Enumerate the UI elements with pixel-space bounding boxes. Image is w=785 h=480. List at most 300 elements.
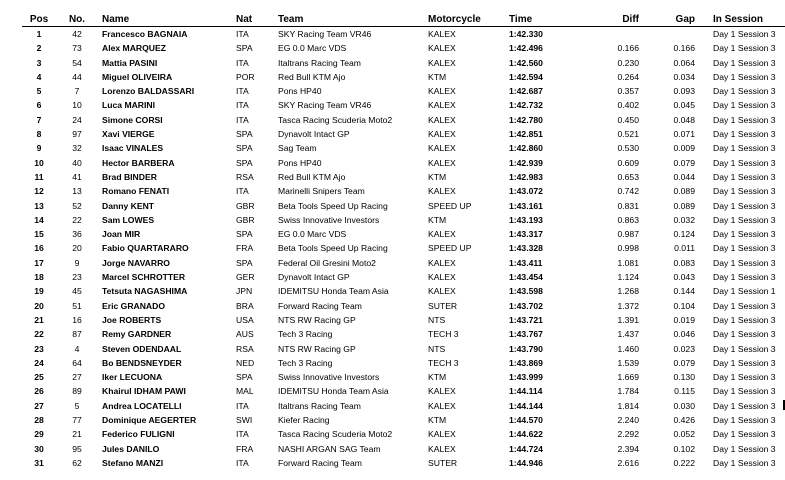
cell-name: Jorge NAVARRO — [102, 257, 170, 268]
cell-gap: 0.030 — [673, 400, 695, 411]
cell-no: 64 — [72, 357, 82, 368]
table-row — [22, 370, 785, 384]
cell-gap — [639, 27, 695, 42]
table-row — [22, 299, 785, 313]
cell-name: Francesco BAGNAIA — [102, 29, 188, 39]
table-row — [22, 98, 785, 112]
cell-time: 1:42.939 — [509, 157, 543, 168]
cell-session: Day 1 Session 3 — [713, 86, 776, 97]
cell-session: Day 1 Session 3 — [713, 457, 776, 468]
cell-team: Kiefer Racing — [278, 415, 330, 426]
cell-time: 1:43.702 — [509, 300, 543, 311]
cell-diff: 1.784 — [617, 386, 639, 397]
cell-pos: 19 — [34, 286, 44, 297]
table-row — [22, 113, 785, 127]
cell-team: Pons HP40 — [278, 157, 322, 168]
cell-no: 54 — [72, 57, 82, 68]
cell-team: NTS RW Racing GP — [278, 314, 356, 325]
cell-session: Day 1 Session 3 — [713, 214, 776, 225]
header-nat: Nat — [236, 9, 278, 27]
cell-diff: 1.814 — [617, 400, 639, 411]
cell-nat: FRA — [236, 243, 254, 254]
table-row — [22, 127, 785, 141]
cell-no: 36 — [72, 229, 82, 240]
cell-team: Italtrans Racing Team — [278, 400, 361, 411]
cell-nat: SPA — [236, 143, 253, 154]
cell-time: 1:43.454 — [509, 272, 543, 283]
cell-pos: 6 — [36, 100, 42, 111]
cell-nat: ITA — [236, 86, 249, 97]
header-no: No. — [56, 9, 98, 27]
table-row — [22, 227, 785, 241]
header-time: Time — [503, 9, 581, 27]
cell-moto: KALEX — [428, 29, 456, 39]
cell-moto: SUTER — [428, 300, 458, 311]
cell-nat: SPA — [236, 129, 253, 140]
cell-diff: 0.357 — [617, 86, 639, 97]
cell-team: IDEMITSU Honda Team Asia — [278, 286, 389, 297]
cell-time: 1:44.724 — [509, 443, 543, 454]
cell-name: Brad BINDER — [102, 171, 157, 182]
cell-moto: KTM — [428, 415, 447, 426]
cell-name: Steven ODENDAAL — [102, 343, 182, 354]
cell-no: 52 — [72, 200, 82, 211]
cell-name: Federico FULIGNI — [102, 429, 175, 440]
cell-no: 42 — [72, 29, 82, 39]
cell-session: Day 1 Session 3 — [713, 171, 776, 182]
table-row — [22, 27, 785, 42]
table-row — [22, 199, 785, 213]
cell-moto: NTS — [428, 343, 446, 354]
cell-no: 87 — [72, 329, 82, 340]
cell-gap: 0.089 — [673, 200, 695, 211]
cell-session: Day 1 Session 3 — [713, 386, 776, 397]
cell-moto: KALEX — [428, 114, 456, 125]
cell-team: Italtrans Racing Team — [278, 57, 361, 68]
cell-name: Stefano MANZI — [102, 457, 164, 468]
cell-pos: 15 — [34, 229, 44, 240]
cell-nat: NED — [236, 357, 255, 368]
cell-nat: FRA — [236, 443, 254, 454]
cell-moto: TECH 3 — [428, 357, 459, 368]
cell-moto: KALEX — [428, 272, 456, 283]
cell-pos: 13 — [34, 200, 44, 211]
cell-no: 5 — [74, 400, 80, 411]
cell-moto: KALEX — [428, 157, 456, 168]
cell-diff: 1.391 — [617, 314, 639, 325]
cell-name: Simone CORSI — [102, 114, 163, 125]
cell-name: Alex MARQUEZ — [102, 43, 166, 54]
results-body — [22, 27, 785, 471]
cell-no: 95 — [72, 443, 82, 454]
cell-gap: 0.011 — [674, 243, 695, 254]
cell-moto: NTS — [428, 314, 446, 325]
cell-session: Day 1 Session 3 — [713, 243, 776, 254]
cell-pos: 3 — [36, 57, 42, 68]
cell-time: 1:43.072 — [509, 186, 543, 197]
cell-pos: 12 — [34, 186, 44, 197]
cell-nat: MAL — [236, 386, 254, 397]
cell-pos: 1 — [36, 29, 42, 39]
cell-session: Day 1 Session 3 — [713, 29, 776, 39]
cell-nat: SPA — [236, 229, 253, 240]
cell-nat: ITA — [236, 29, 249, 39]
cell-pos: 22 — [34, 329, 44, 340]
cell-session: Day 1 Session 3 — [713, 229, 776, 240]
cell-gap: 0.044 — [673, 171, 695, 182]
cell-time: 1:42.851 — [509, 129, 543, 140]
cell-name: Mattia PASINI — [102, 57, 158, 68]
cell-gap: 0.071 — [673, 129, 695, 140]
cell-name: Andrea LOCATELLI — [102, 400, 182, 411]
cell-gap: 0.115 — [674, 386, 695, 397]
cell-team: Sag Team — [278, 143, 317, 154]
cell-nat: ITA — [236, 57, 249, 68]
cell-team: Marinelli Snipers Team — [278, 186, 365, 197]
cell-no: 40 — [72, 157, 82, 168]
cell-session: Day 1 Session 3 — [713, 343, 776, 354]
cell-nat: ITA — [236, 457, 249, 468]
table-row — [22, 456, 785, 470]
cell-moto: KTM — [428, 171, 447, 182]
header-row — [22, 9, 785, 27]
cell-gap: 0.079 — [673, 157, 695, 168]
cell-no: 24 — [72, 114, 82, 125]
cell-team: EG 0.0 Marc VDS — [278, 229, 347, 240]
cell-team: Beta Tools Speed Up Racing — [278, 200, 388, 211]
cell-team: Dynavolt Intact GP — [278, 129, 350, 140]
cell-time: 1:43.869 — [509, 357, 543, 368]
cell-no: 44 — [72, 71, 82, 82]
cell-gap: 0.093 — [673, 86, 695, 97]
cell-gap: 0.009 — [673, 143, 695, 154]
table-row — [22, 284, 785, 298]
table-row — [22, 427, 785, 441]
table-row — [22, 313, 785, 327]
cell-gap: 0.089 — [673, 186, 695, 197]
cell-nat: SPA — [236, 43, 253, 54]
cell-pos: 29 — [34, 429, 44, 440]
cell-name: Danny KENT — [102, 200, 155, 211]
cell-no: 10 — [72, 100, 82, 111]
table-row — [22, 356, 785, 370]
cell-nat: SWI — [236, 415, 253, 426]
cell-diff: 2.240 — [617, 415, 639, 426]
cell-no: 16 — [72, 314, 82, 325]
table-row — [22, 84, 785, 98]
cell-moto: KALEX — [428, 143, 456, 154]
cell-gap: 0.102 — [673, 443, 695, 454]
cell-name: Luca MARINI — [102, 100, 155, 111]
cell-pos: 17 — [34, 257, 44, 268]
cell-team: Swiss Innovative Investors — [278, 214, 380, 225]
cell-diff — [581, 27, 639, 42]
cell-time: 1:44.144 — [509, 400, 543, 411]
cell-moto: KALEX — [428, 286, 456, 297]
cell-moto: KALEX — [428, 100, 456, 111]
cell-moto: KTM — [428, 372, 447, 383]
cell-diff: 0.402 — [617, 100, 639, 111]
cell-diff: 0.609 — [617, 157, 639, 168]
cell-time: 1:42.983 — [509, 171, 543, 182]
cell-gap: 0.222 — [673, 457, 695, 468]
cell-team: EG 0.0 Marc VDS — [278, 43, 347, 54]
cell-session: Day 1 Session 3 — [713, 357, 776, 368]
cell-moto: TECH 3 — [428, 329, 459, 340]
cell-nat: ITA — [236, 400, 249, 411]
cell-name: Sam LOWES — [102, 214, 155, 225]
cell-no: 7 — [74, 86, 80, 97]
cell-team: Dynavolt Intact GP — [278, 272, 350, 283]
cell-name: Dominique AEGERTER — [102, 415, 197, 426]
table-row — [22, 170, 785, 184]
cell-time: 1:43.790 — [509, 343, 543, 354]
cell-time: 1:43.411 — [509, 257, 543, 268]
table-row — [22, 327, 785, 341]
cell-gap: 0.166 — [673, 43, 695, 54]
cell-diff: 2.292 — [617, 429, 639, 440]
cell-time: 1:43.328 — [509, 243, 543, 254]
cell-nat: ITA — [236, 186, 249, 197]
cell-time: 1:44.622 — [509, 429, 543, 440]
cell-session: Day 1 Session 3 — [713, 200, 776, 211]
cell-nat: SPA — [236, 372, 253, 383]
cell-session: Day 1 Session 3 — [713, 157, 776, 168]
cell-diff: 1.437 — [617, 329, 639, 340]
cell-time: 1:43.721 — [509, 314, 543, 325]
cell-gap: 0.104 — [673, 300, 695, 311]
cell-moto: SUTER — [428, 457, 458, 468]
cell-pos: 2 — [36, 43, 42, 54]
cell-name: Iker LECUONA — [102, 372, 163, 383]
cell-pos: 26 — [34, 386, 44, 397]
cell-no: 9 — [74, 257, 80, 268]
cell-team: NTS RW Racing GP — [278, 343, 356, 354]
cell-no: 20 — [72, 243, 82, 254]
cell-team: Tasca Racing Scuderia Moto2 — [278, 114, 393, 125]
cell-pos: 9 — [36, 143, 42, 154]
cell-name: Joe ROBERTS — [102, 314, 162, 325]
cell-name: Joan MIR — [102, 229, 141, 240]
cell-pos: 4 — [36, 71, 42, 82]
cell-time: 1:42.594 — [509, 71, 543, 82]
cell-nat: SPA — [236, 157, 253, 168]
cell-no: 97 — [72, 129, 82, 140]
cell-moto: KTM — [428, 71, 447, 82]
cell-nat: RSA — [236, 343, 254, 354]
cell-session: Day 1 Session 3 — [713, 57, 776, 68]
cell-session: Day 1 Session 3 — [713, 300, 776, 311]
cell-no: 41 — [72, 171, 82, 182]
cell-time: 1:42.496 — [509, 43, 543, 54]
table-row — [22, 342, 785, 356]
cell-diff: 1.539 — [617, 357, 639, 368]
cell-name: Bo BENDSNEYDER — [102, 357, 182, 368]
cell-name: Khairul IDHAM PAWI — [102, 386, 186, 397]
cell-team: Forward Racing Team — [278, 457, 362, 468]
cell-team: Beta Tools Speed Up Racing — [278, 243, 388, 254]
cell-pos: 28 — [34, 415, 44, 426]
cell-session: Day 1 Session 3 — [713, 429, 776, 440]
cell-session: Day 1 Session 3 — [713, 186, 776, 197]
cell-nat: AUS — [236, 329, 254, 340]
table-row — [22, 41, 785, 55]
cell-time: 1:44.946 — [509, 457, 543, 468]
cell-session: Day 1 Session 3 — [713, 400, 776, 411]
cell-pos: 10 — [34, 157, 44, 168]
header-gap: Gap — [639, 9, 695, 27]
cell-moto: KALEX — [428, 443, 456, 454]
cell-session: Day 1 Session 3 — [713, 143, 776, 154]
cell-diff: 0.742 — [617, 186, 639, 197]
cell-gap: 0.043 — [673, 272, 695, 283]
cell-pos: 21 — [34, 314, 44, 325]
cell-nat: ITA — [236, 429, 249, 440]
cell-session: Day 1 Session 3 — [713, 314, 776, 325]
cell-nat: GBR — [236, 200, 255, 211]
cell-moto: KALEX — [428, 400, 456, 411]
cell-moto: KTM — [428, 214, 447, 225]
cell-nat: ITA — [236, 100, 249, 111]
cell-name: Remy GARDNER — [102, 329, 172, 340]
cell-name: Jules DANILO — [102, 443, 160, 454]
cell-gap: 0.046 — [673, 329, 695, 340]
cell-pos: 5 — [36, 86, 42, 97]
cell-diff: 0.521 — [617, 129, 639, 140]
cell-session: Day 1 Session 3 — [713, 71, 776, 82]
cell-diff: 0.831 — [617, 200, 639, 211]
cell-time: 1:44.114 — [509, 386, 543, 397]
cell-no: 23 — [72, 272, 82, 283]
cell-moto: KALEX — [428, 129, 456, 140]
cell-gap: 0.083 — [673, 257, 695, 268]
cell-diff: 1.460 — [617, 343, 639, 354]
cell-gap: 0.130 — [673, 372, 695, 383]
cell-name: Isaac VINALES — [102, 143, 164, 154]
cell-gap: 0.124 — [673, 229, 695, 240]
cell-nat: SPA — [236, 257, 253, 268]
header-name: Name — [98, 9, 236, 27]
cell-no: 27 — [72, 372, 82, 383]
table-row — [22, 184, 785, 198]
table-row — [22, 156, 785, 170]
cell-diff: 0.450 — [617, 114, 639, 125]
cell-diff: 0.863 — [617, 214, 639, 225]
cell-team: Tech 3 Racing — [278, 329, 333, 340]
cell-moto: KALEX — [428, 86, 456, 97]
cell-diff: 1.669 — [617, 372, 639, 383]
cell-gap: 0.023 — [673, 343, 695, 354]
cell-no: 32 — [72, 143, 82, 154]
cell-time: 1:43.317 — [509, 229, 543, 240]
cell-no: 89 — [72, 386, 82, 397]
header-motorcycle: Motorcycle — [428, 9, 503, 27]
cell-time: 1:42.860 — [509, 143, 543, 154]
cell-moto: SPEED UP — [428, 243, 472, 254]
cell-team: Forward Racing Team — [278, 300, 362, 311]
cell-name: Romano FENATI — [102, 186, 170, 197]
cell-diff: 0.230 — [617, 57, 639, 68]
cell-name: Marcel SCHROTTER — [102, 272, 186, 283]
table-row — [22, 270, 785, 284]
cell-gap: 0.019 — [673, 314, 695, 325]
cell-name: Fabio QUARTARARO — [102, 243, 189, 254]
cell-pos: 8 — [36, 129, 42, 140]
cell-time: 1:43.767 — [509, 329, 543, 340]
cell-gap: 0.034 — [673, 71, 695, 82]
cell-session: Day 1 Session 3 — [713, 129, 776, 140]
cell-session: Day 1 Session 3 — [713, 443, 776, 454]
cell-gap: 0.079 — [673, 357, 695, 368]
cell-time: 1:42.560 — [509, 57, 543, 68]
cell-diff: 0.998 — [617, 243, 639, 254]
cell-session: Day 1 Session 3 — [713, 272, 776, 283]
cell-session: Day 1 Session 3 — [713, 114, 776, 125]
header-pos: Pos — [22, 9, 56, 27]
cell-team: Tasca Racing Scuderia Moto2 — [278, 429, 393, 440]
cell-session: Day 1 Session 3 — [713, 257, 776, 268]
table-row — [22, 442, 785, 456]
cell-pos: 23 — [34, 343, 44, 354]
cell-no: 13 — [72, 186, 82, 197]
cell-pos: 18 — [34, 272, 44, 283]
cell-name: Miguel OLIVEIRA — [102, 71, 173, 82]
cell-time: 1:42.780 — [509, 114, 543, 125]
cell-session: Day 1 Session 3 — [713, 100, 776, 111]
cell-team: Swiss Innovative Investors — [278, 372, 380, 383]
cell-no: 22 — [72, 214, 82, 225]
cell-team: Pons HP40 — [278, 86, 322, 97]
table-row — [22, 70, 785, 84]
cell-time: 1:42.732 — [509, 100, 543, 111]
cell-time: 1:42.687 — [509, 86, 543, 97]
cell-time: 1:42.330 — [509, 29, 543, 39]
cell-time: 1:43.161 — [509, 200, 543, 211]
cell-moto: KALEX — [428, 57, 456, 68]
results-table — [22, 9, 785, 470]
cell-gap: 0.064 — [673, 57, 695, 68]
cell-name: Lorenzo BALDASSARI — [102, 86, 195, 97]
cell-nat: POR — [236, 71, 255, 82]
cell-pos: 14 — [34, 214, 44, 225]
cell-team: Red Bull KTM Ajo — [278, 71, 346, 82]
cell-no: 73 — [72, 43, 82, 54]
cell-diff: 0.166 — [617, 43, 639, 54]
cell-team: Tech 3 Racing — [278, 357, 333, 368]
cell-pos: 30 — [34, 443, 44, 454]
cell-moto: KALEX — [428, 429, 456, 440]
cell-time: 1:44.570 — [509, 415, 543, 426]
cell-no: 4 — [74, 343, 80, 354]
cell-time: 1:43.999 — [509, 372, 543, 383]
table-row — [22, 241, 785, 255]
cell-gap: 0.052 — [673, 429, 695, 440]
cell-team: SKY Racing Team VR46 — [278, 29, 372, 39]
cell-session: Day 1 Session 3 — [713, 329, 776, 340]
cell-no: 51 — [72, 300, 82, 311]
table-row — [22, 256, 785, 270]
cell-pos: 27 — [34, 400, 44, 411]
cell-nat: JPN — [236, 286, 253, 297]
cell-gap: 0.426 — [673, 415, 695, 426]
cell-diff: 1.268 — [617, 286, 639, 297]
cell-name: Hector BARBERA — [102, 157, 175, 168]
header-diff: Diff — [581, 9, 639, 27]
cell-session: Day 1 Session 3 — [713, 372, 776, 383]
cell-session: Day 1 Session 1 — [713, 286, 776, 297]
cell-moto: KALEX — [428, 257, 456, 268]
cell-diff: 1.124 — [617, 272, 639, 283]
